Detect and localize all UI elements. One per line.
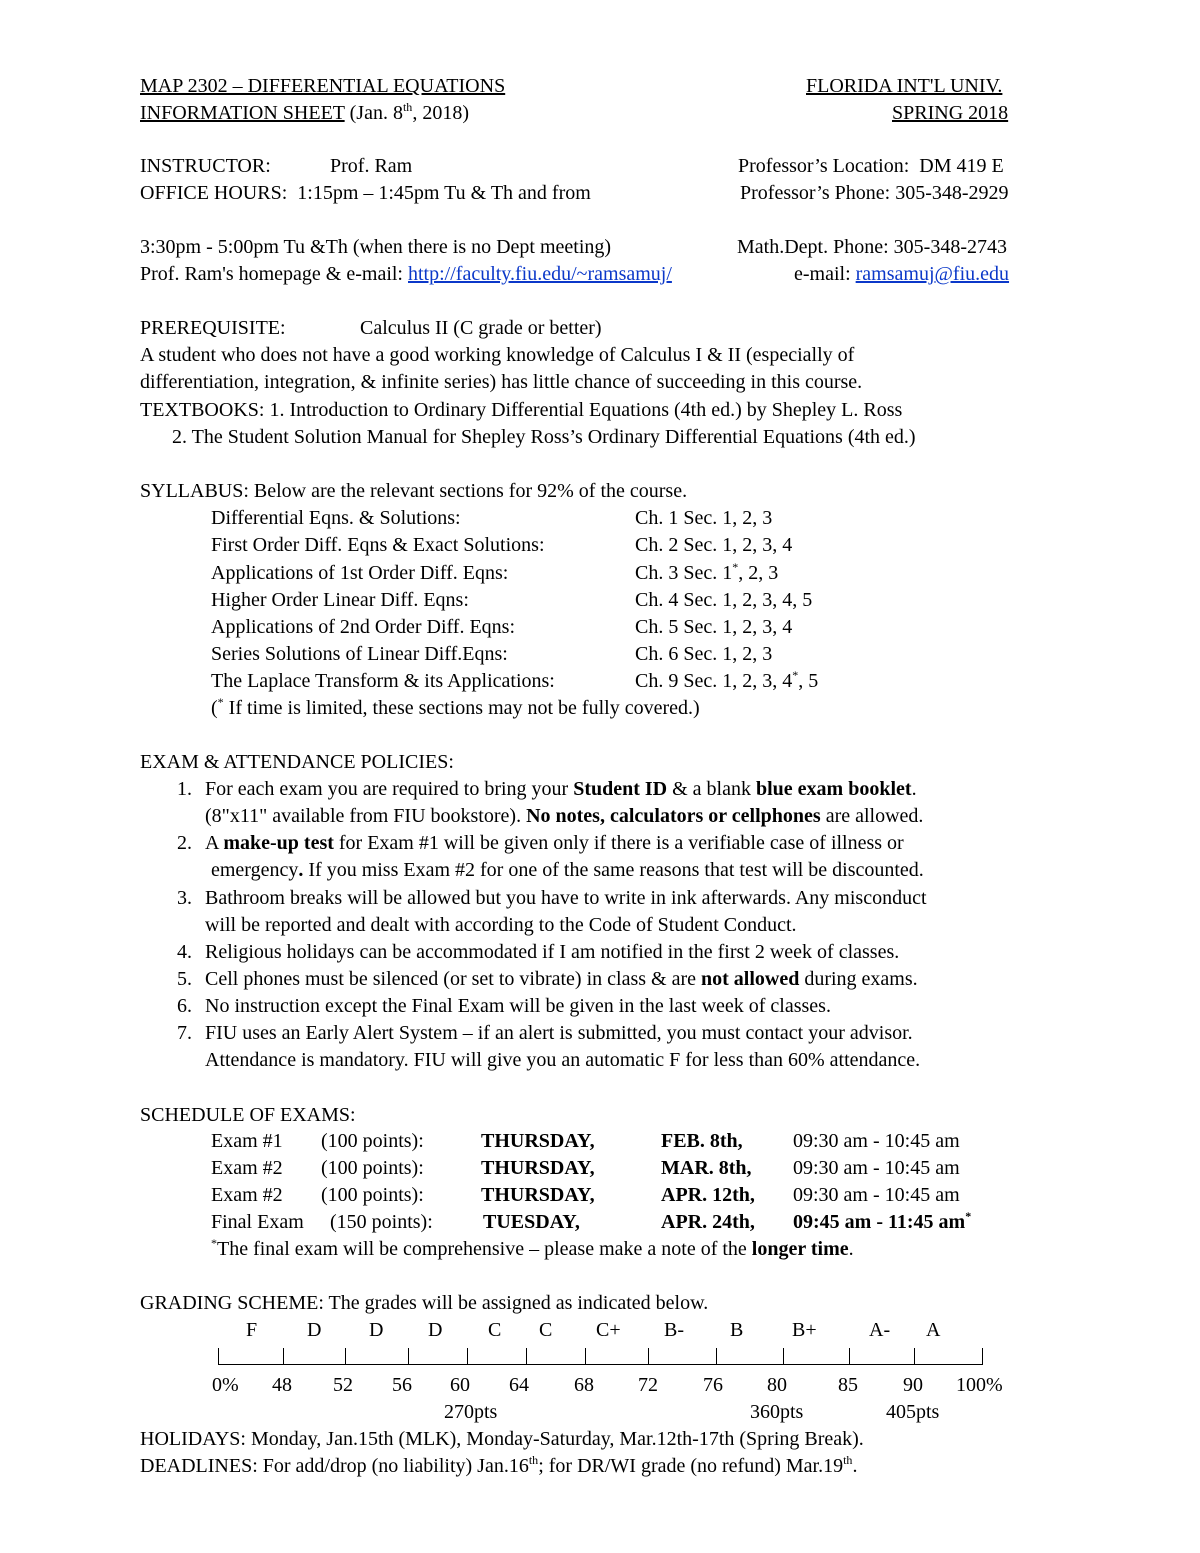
grade-percent: 68 — [574, 1374, 594, 1396]
exam-points: (100 points): — [321, 1184, 424, 1206]
grade-letter: C — [488, 1319, 502, 1341]
grade-letter: B — [730, 1319, 744, 1341]
grade-percent: 76 — [703, 1374, 723, 1396]
exam-date: APR. 24th, — [661, 1211, 755, 1233]
syllabus-topic: Differential Eqns. & Solutions: — [211, 507, 461, 529]
syllabus-sections: Ch. 4 Sec. 1, 2, 3, 4, 5 — [635, 589, 813, 611]
exam-name: Exam #2 — [211, 1184, 283, 1206]
policy-1-cont: (8"x11" available from FIU bookstore). No notes, calculators or cellphones are allowed. — [205, 805, 924, 827]
exam-day: THURSDAY, — [481, 1157, 595, 1179]
exam-time: 09:30 am - 10:45 am — [793, 1157, 960, 1179]
exam-time: 09:45 am - 11:45 am* — [793, 1209, 972, 1233]
textbook-2: 2. The Student Solution Manual for Shepley Ross’s Ordinary Differential Equations (4th ed.) — [172, 426, 916, 448]
list-number: 6. — [177, 995, 192, 1017]
exam-points: (100 points): — [321, 1157, 424, 1179]
grading-title: GRADING SCHEME: The grades will be assigned as indicated below. — [140, 1292, 709, 1314]
syllabus-topic: First Order Diff. Eqns & Exact Solutions: — [211, 534, 545, 556]
prerequisite-note-2: differentiation, integration, & infinite series) has little chance of succeeding in this course. — [140, 371, 863, 393]
sheet-title: INFORMATION SHEET — [140, 102, 345, 124]
policy-6: No instruction except the Final Exam will be given in the last week of classes. — [205, 995, 831, 1017]
scale-tick — [982, 1348, 983, 1365]
syllabus-topic: The Laplace Transform & its Applications: — [211, 670, 555, 692]
email-line: e-mail: ramsamuj@fiu.edu — [794, 263, 1010, 285]
syllabus-sections: Ch. 2 Sec. 1, 2, 3, 4 — [635, 534, 793, 556]
policy-2-cont: emergency. If you miss Exam #2 for one of the same reasons that test will be discounted. — [211, 859, 924, 881]
scale-tick — [467, 1348, 468, 1365]
grade-scale-line — [218, 1364, 983, 1365]
exam-date: FEB. 8th, — [661, 1130, 743, 1152]
prerequisite-value: Calculus II (C grade or better) — [360, 317, 602, 339]
policy-4: Religious holidays can be accommodated if I am notified in the first 2 week of classes. — [205, 941, 900, 963]
syllabus-intro: SYLLABUS: Below are the relevant sections for 92% of the course. — [140, 480, 688, 502]
grade-letter: B- — [664, 1319, 684, 1341]
grade-letter: D — [307, 1319, 322, 1341]
sheet-title-line: INFORMATION SHEET (Jan. 8th, 2018) — [140, 100, 469, 124]
holidays-line: HOLIDAYS: Monday, Jan.15th (MLK), Monday-Saturday, Mar.12th-17th (Spring Break). — [140, 1428, 864, 1450]
policies-title: EXAM & ATTENDANCE POLICIES: — [140, 751, 454, 773]
exam-date: APR. 12th, — [661, 1184, 755, 1206]
grade-letter: C+ — [596, 1319, 621, 1341]
list-number: 3. — [177, 887, 192, 909]
grade-percent: 64 — [509, 1374, 529, 1396]
list-number: 7. — [177, 1022, 192, 1044]
exam-points: (150 points): — [330, 1211, 433, 1233]
policy-3-cont: will be reported and dealt with according to the Code of Student Conduct. — [205, 914, 797, 936]
grade-percent: 100% — [956, 1374, 1003, 1396]
grade-percent: 0% — [212, 1374, 239, 1396]
instructor-label: INSTRUCTOR: — [140, 155, 271, 177]
office-hours-2: 3:30pm - 5:00pm Tu &Th (when there is no Dept meeting) — [140, 236, 612, 258]
grade-letter: A- — [869, 1319, 891, 1341]
scale-tick — [585, 1348, 586, 1365]
grade-points: 270pts — [444, 1401, 498, 1423]
syllabus-sections: Ch. 1 Sec. 1, 2, 3 — [635, 507, 773, 529]
policy-3: Bathroom breaks will be allowed but you have to write in ink afterwards. Any misconduct — [205, 887, 927, 909]
list-number: 2. — [177, 832, 192, 854]
scale-tick — [783, 1348, 784, 1365]
list-number: 4. — [177, 941, 192, 963]
grade-points: 360pts — [750, 1401, 804, 1423]
policy-7-cont: Attendance is mandatory. FIU will give you an automatic F for less than 60% attendance. — [205, 1049, 921, 1071]
grade-letter: D — [428, 1319, 443, 1341]
homepage-link[interactable]: http://faculty.fiu.edu/~ramsamuj/ — [408, 263, 672, 285]
grade-percent: 85 — [838, 1374, 858, 1396]
course-title: MAP 2302 – DIFFERENTIAL EQUATIONS — [140, 75, 506, 97]
semester: SPRING 2018 — [892, 102, 1009, 124]
scale-tick — [716, 1348, 717, 1365]
dept-phone: Math.Dept. Phone: 305-348-2743 — [737, 236, 1007, 258]
deadlines-line: DEADLINES: For add/drop (no liability) Jan.16th; for DR/WI grade (no refund) Mar.19th. — [140, 1453, 858, 1477]
textbook-1: TEXTBOOKS: 1. Introduction to Ordinary Differential Equations (4th ed.) by Shepley L. Ross — [140, 399, 903, 421]
syllabus-topic: Series Solutions of Linear Diff.Eqns: — [211, 643, 508, 665]
policy-2: A make-up test for Exam #1 will be given only if there is a verifiable case of illness or — [205, 832, 904, 854]
grade-percent: 60 — [450, 1374, 470, 1396]
syllabus-topic: Applications of 2nd Order Diff. Eqns: — [211, 616, 516, 638]
list-number: 5. — [177, 968, 192, 990]
scale-tick — [408, 1348, 409, 1365]
syllabus-topic: Higher Order Linear Diff. Eqns: — [211, 589, 469, 611]
professor-phone: Professor’s Phone: 305-348-2929 — [740, 182, 1009, 204]
exams-note: *The final exam will be comprehensive – please make a note of the longer time. — [211, 1236, 854, 1260]
syllabus-sections: Ch. 6 Sec. 1, 2, 3 — [635, 643, 773, 665]
syllabus-sections: Ch. 9 Sec. 1, 2, 3, 4*, 5 — [635, 668, 819, 692]
location-line: Professor’s Location: DM 419 E — [738, 155, 1004, 177]
scale-tick — [218, 1348, 219, 1365]
email-link[interactable]: ramsamuj@fiu.edu — [855, 263, 1010, 285]
office-hours-line: OFFICE HOURS: 1:15pm – 1:45pm Tu & Th and from — [140, 182, 591, 204]
scale-tick — [849, 1348, 850, 1365]
scale-tick — [914, 1348, 915, 1365]
scale-tick — [283, 1348, 284, 1365]
syllabus-sections: Ch. 5 Sec. 1, 2, 3, 4 — [635, 616, 793, 638]
grade-percent: 52 — [333, 1374, 353, 1396]
scale-tick — [648, 1348, 649, 1365]
exam-name: Final Exam — [211, 1211, 304, 1233]
list-number: 1. — [177, 778, 192, 800]
exam-date: MAR. 8th, — [661, 1157, 752, 1179]
grade-points: 405pts — [886, 1401, 940, 1423]
exam-time: 09:30 am - 10:45 am — [793, 1184, 960, 1206]
grade-percent: 56 — [392, 1374, 412, 1396]
exam-name: Exam #1 — [211, 1130, 283, 1152]
exams-title: SCHEDULE OF EXAMS: — [140, 1104, 356, 1126]
exam-time: 09:30 am - 10:45 am — [793, 1130, 960, 1152]
prerequisite-note-1: A student who does not have a good working knowledge of Calculus I & II (especially of — [140, 344, 855, 366]
homepage-line: Prof. Ram's homepage & e-mail: http://faculty.fiu.edu/~ramsamuj/ — [140, 263, 672, 285]
syllabus-footnote: (* If time is limited, these sections may not be fully covered.) — [211, 695, 700, 719]
grade-letter: C — [539, 1319, 553, 1341]
exam-day: TUESDAY, — [483, 1211, 580, 1233]
scale-tick — [526, 1348, 527, 1365]
grade-percent: 48 — [272, 1374, 292, 1396]
grade-letter: F — [246, 1319, 258, 1341]
instructor-name: Prof. Ram — [330, 155, 413, 177]
policy-5: Cell phones must be silenced (or set to vibrate) in class & are not allowed during exams. — [205, 968, 918, 990]
syllabus-sections: Ch. 3 Sec. 1*, 2, 3 — [635, 560, 779, 584]
syllabus-topic: Applications of 1st Order Diff. Eqns: — [211, 562, 509, 584]
exam-day: THURSDAY, — [481, 1130, 595, 1152]
grade-percent: 80 — [767, 1374, 787, 1396]
grade-letter: B+ — [792, 1319, 817, 1341]
policy-7: FIU uses an Early Alert System – if an alert is submitted, you must contact your advisor. — [205, 1022, 913, 1044]
grade-percent: 90 — [903, 1374, 923, 1396]
grade-percent: 72 — [638, 1374, 658, 1396]
grade-letter: D — [369, 1319, 384, 1341]
exam-points: (100 points): — [321, 1130, 424, 1152]
grade-letter: A — [926, 1319, 941, 1341]
prerequisite-label: PREREQUISITE: — [140, 317, 286, 339]
exam-day: THURSDAY, — [481, 1184, 595, 1206]
policy-1: For each exam you are required to bring your Student ID & a blank blue exam booklet. — [205, 778, 917, 800]
scale-tick — [345, 1348, 346, 1365]
university-name: FLORIDA INT'L UNIV. — [806, 75, 1003, 97]
exam-name: Exam #2 — [211, 1157, 283, 1179]
